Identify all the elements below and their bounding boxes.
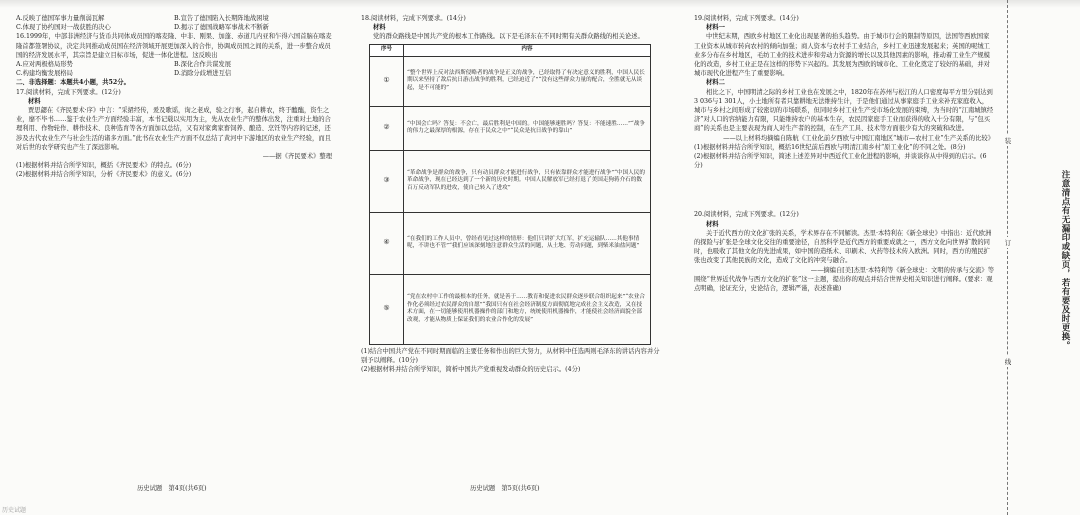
scan-shadow bbox=[0, 0, 1080, 8]
q19-material-1-text: 中世纪末期，西欧乡村地区工业化出现显著的抬头趋势。由于城市行会的限制等原因，法国等西欧国家工业资本从城市转向农村的倾向加强；商人资本与农村手工业结合，乡村工业迅速发展起来；英国的呢绒工业多分布在乡村地区，毛纺工业的技术进步和劳动力资源的增长以及其他因素的影响，推动着工业生产规模化的改造，乡村工业正是在这样的形势下兴起的。其发展为西欧的城市化、工业化奠定了较好的基础，并对城市现代化进程产生了重要影响。 bbox=[694, 33, 990, 78]
q19-material-2-label: 材料二 bbox=[706, 79, 725, 87]
binding-mark-ding: 订 bbox=[1004, 239, 1012, 247]
q18-requirement-1: (1)结合中国共产党在不同时期面临的主要任务和作出的巨大努力，从材料中任选两则毛泽东的讲话内容并分别予以阐释。(10分) bbox=[361, 347, 660, 364]
row-content: “中国会亡吗？答复：不会亡，最后胜利是中国的。中国能够速胜吗？答复：不能速胜……”“战争的伟力之最深厚的根源，存在于民众之中”“民众是抗日战争的靠山” bbox=[404, 106, 651, 150]
q19-requirement-2: (2)根据材料并结合所学知识，简述上述差异对中西近代工业化进程的影响，并谈谈你从中得到的启示。(6分) bbox=[694, 153, 987, 170]
watermark: 历史试题 bbox=[2, 507, 27, 514]
q16-option-a: A.应对两极格局形势 bbox=[16, 61, 73, 69]
section-2-heading: 二、非选择题：本题共4小题，共52分。 bbox=[16, 79, 130, 87]
q15-options-row2 bbox=[16, 23, 332, 32]
q18-requirement-2: (2)根据材料并结合所学知识，简析中国共产党重视发动群众的历史启示。(4分) bbox=[361, 366, 581, 374]
binding-mark-xian: 线 bbox=[1004, 358, 1012, 366]
q15-option-d: D.揭示了德国战略军事战术不断新 bbox=[174, 24, 269, 32]
table-row bbox=[370, 56, 651, 106]
q17-material-text: 贾思勰在《齐民要术·序》中言：“采捃经传，爰及歌谣，询之老成，验之行事，起自耕农，终于醯醢，资生之业，靡不毕书……鉴于农业生产方面经验丰富，本书记载以实用为主，先从农业生产的整体出发，注重对土地的合理利用、作物轮作、耕作技术、良种选育等各方面加以总结，又有对家禽家畜饲养、酿造、烹饪等内容的记述，还涉及古代农业生产与社会生活的诸多方面。”此书在农业生产方面不仅总结了黄河中下游地区的农业生产经验，而且对后世的农学研究也产生了深远影响。 bbox=[16, 107, 331, 151]
table-row bbox=[370, 106, 651, 150]
q16-option-b: B.深化合作共谋发展 bbox=[174, 61, 232, 69]
q17-source: ——据《齐民要术》整理 bbox=[262, 153, 332, 161]
row-index: ① bbox=[370, 56, 404, 106]
q20-material-label: 材料 bbox=[706, 220, 719, 228]
page-4-footer: 历史试题 第4页(共6页) bbox=[137, 485, 207, 492]
page-4-column bbox=[16, 14, 332, 484]
q15-option-b: B.宣告了德国陷入长期阵地战困境 bbox=[174, 15, 269, 22]
header-index: 序号 bbox=[370, 44, 404, 56]
q20-material-text: 关于近代西方的文化扩张的关系，学术界存在不同解读。杰里·本特利在《新全球史》中指出：近代欧洲的探险与扩张是全球文化交往的重要途径，自然科学是近代西方的重要成就之一，西方文化向世界扩散的同时，也吸收了其他文化的先进成果，如中国的造纸术、印刷术、火药等技术传入欧洲。同时，西方的殖民扩张也改变了其他民族的文化，造成了文化的冲突与融合。 bbox=[694, 229, 992, 265]
row-content: “党在农村中工作的最根本的任务，就是善于……教育和促进农民群众逐步联合组织起来”“农业合作化必须经过农民群众的自愿”“我国只有在社会经济制度方面彻底地完成社会主义改造，又在技术方面，在一切能够使用机器操作的部门和地方，统统使用机器操作，才能使社会经济面貌全部改观，才能从物质上保证我们的农业合作化的发展” bbox=[404, 274, 651, 344]
q17-title: 17.阅读材料，完成下列要求。(12分) bbox=[16, 88, 121, 96]
q15-option-c: C.体现了协约国对一战获胜的决心 bbox=[16, 24, 111, 32]
table-row bbox=[370, 212, 651, 274]
q19-title: 19.阅读材料，完成下列要求。(14分) bbox=[694, 15, 799, 22]
table-row bbox=[370, 150, 651, 212]
page-6-column bbox=[694, 14, 994, 484]
page-5-footer: 历史试题 第5页(共6页) bbox=[470, 485, 540, 492]
q19-material-1-label: 材料一 bbox=[706, 24, 725, 32]
answer-gap bbox=[694, 170, 994, 210]
row-index: ⑤ bbox=[370, 274, 404, 344]
q19-material-2-text: 相比之下，中国明清之际的乡村工业也在发展之中，1820年在苏州与松江的人口密度每平方里分别达到3 036与1 301人，小土地所有者只靠耕地无法维持生计，于是他们通过从事家庭手工业来补充家庭收入，城市与乡村之间形成了较密切的市场联系，但同时乡村工业生产受市场化发展的束缚，为当时的“江南城镇经济”对人口的容纳能力有限，只能维持农户的基本生存，农民因家庭手工业而获得的收入十分有限，与“包买商”的关系也是主要表现为商人对生产者的控制，在生产工具、技术等方面很少有大的突破和改进。 bbox=[694, 88, 994, 133]
q19-requirement-1: (1)根据材料并结合所学知识，概括16世纪前后西欧与明清江南乡村“原工业化”的不同之处。(8分) bbox=[694, 143, 966, 151]
row-index: ③ bbox=[370, 150, 404, 212]
q18-material-label: 材料 bbox=[373, 24, 386, 32]
q15-option-a: A.反映了德国军事力量削弱瓦解 bbox=[16, 15, 105, 22]
q17-requirement-1: (1)根据材料并结合所学知识，概括《齐民要术》的特点。(6分) bbox=[16, 162, 192, 170]
q19-source: ——以上材料均摘编自陈航《工业化前夕西欧与中国江南地区“城市—农村工业”生产关系的比较》 bbox=[723, 134, 994, 142]
q15-options-row1 bbox=[16, 14, 332, 23]
q16-options-row1 bbox=[16, 60, 332, 69]
q17-requirement-2: (2)根据材料并结合所学知识，分析《齐民要术》的意义。(6分) bbox=[16, 171, 192, 179]
row-content: “革命战争是群众的战争，只有动员群众才能进行战争，只有依靠群众才能进行战争”“中国人民的革命战争，现在已经达到了一个新的历史时期。中国人民解放军已经打退了美国走狗蒋介石的数百万反动军队的进攻，使自己转入了进攻” bbox=[404, 150, 651, 212]
row-index: ② bbox=[370, 106, 404, 150]
q16-options-row2 bbox=[16, 69, 332, 78]
q18-table-header bbox=[370, 44, 651, 56]
row-index: ④ bbox=[370, 212, 404, 274]
table-row bbox=[370, 274, 651, 344]
header-content: 内容 bbox=[404, 44, 651, 56]
page-5-column bbox=[361, 14, 661, 484]
q20-source: ——摘编自[美]杰里·本特利等《新全球史：文明的传承与交流》等 bbox=[810, 266, 994, 274]
q20-requirement: 围绕“世界近代战争与西方文化的扩张”这一主题，提出你的观点并结合世界史相关知识进行阐释。(要求：观点明确，论证充分，史论结合，逻辑严谨，表述准确) bbox=[694, 275, 993, 293]
q20-title: 20.阅读材料，完成下列要求。(12分) bbox=[694, 211, 799, 219]
q18-title: 18.阅读材料，完成下列要求。(14分) bbox=[361, 15, 466, 22]
q18-intro: 党的群众路线是中国共产党的根本工作路线。以下是毛泽东在不同时期有关群众路线的相关论述。 bbox=[373, 33, 644, 41]
row-content: “在我们的工作人员中，曾经看见过这样的情形：他们只讲扩大红军，扩充运输队……其他事情呢，不讲也不管”“我们应该深刻地注意群众生活的问题，从土地、劳动问题，到柴米油盐问题” bbox=[404, 212, 651, 274]
q18-table bbox=[369, 44, 651, 345]
q17-material-label: 材料 bbox=[28, 97, 41, 105]
q16-stem: 16.1999年，中部非洲经济与货币共同体成员国的喀麦隆、中非、刚果、加蓬、赤道几内亚和乍得六国首脑在喀麦隆首都签署协议，决定共同推动成员国在经济领域开展更加深入的合作，协调成员国之间的关系，进一步整合成员国的经济发展水平，其宗旨是建立目标市场，促进一体化进程。这反映出 bbox=[16, 33, 332, 59]
q16-option-c: C.构建均衡发展格局 bbox=[16, 70, 73, 78]
binding-mark-zhuang: 装 bbox=[1004, 137, 1012, 145]
print-check-notice: 注意清点有无漏印或缺页，若有要及时更换。 bbox=[1060, 170, 1070, 350]
row-content: “整个世界上反对法西斯侵略者的战争是正义的战争，已经取得了有决定意义的胜利，中国人民长期以来坚持了敌后抗日游击战争的胜利，已经迫近了”“没有这些群众力量的配合，全胜就无从谈起，是不可能的” bbox=[404, 56, 651, 106]
binding-line bbox=[1007, 0, 1008, 515]
q16-option-d: D.消除分歧增进互信 bbox=[174, 70, 232, 78]
